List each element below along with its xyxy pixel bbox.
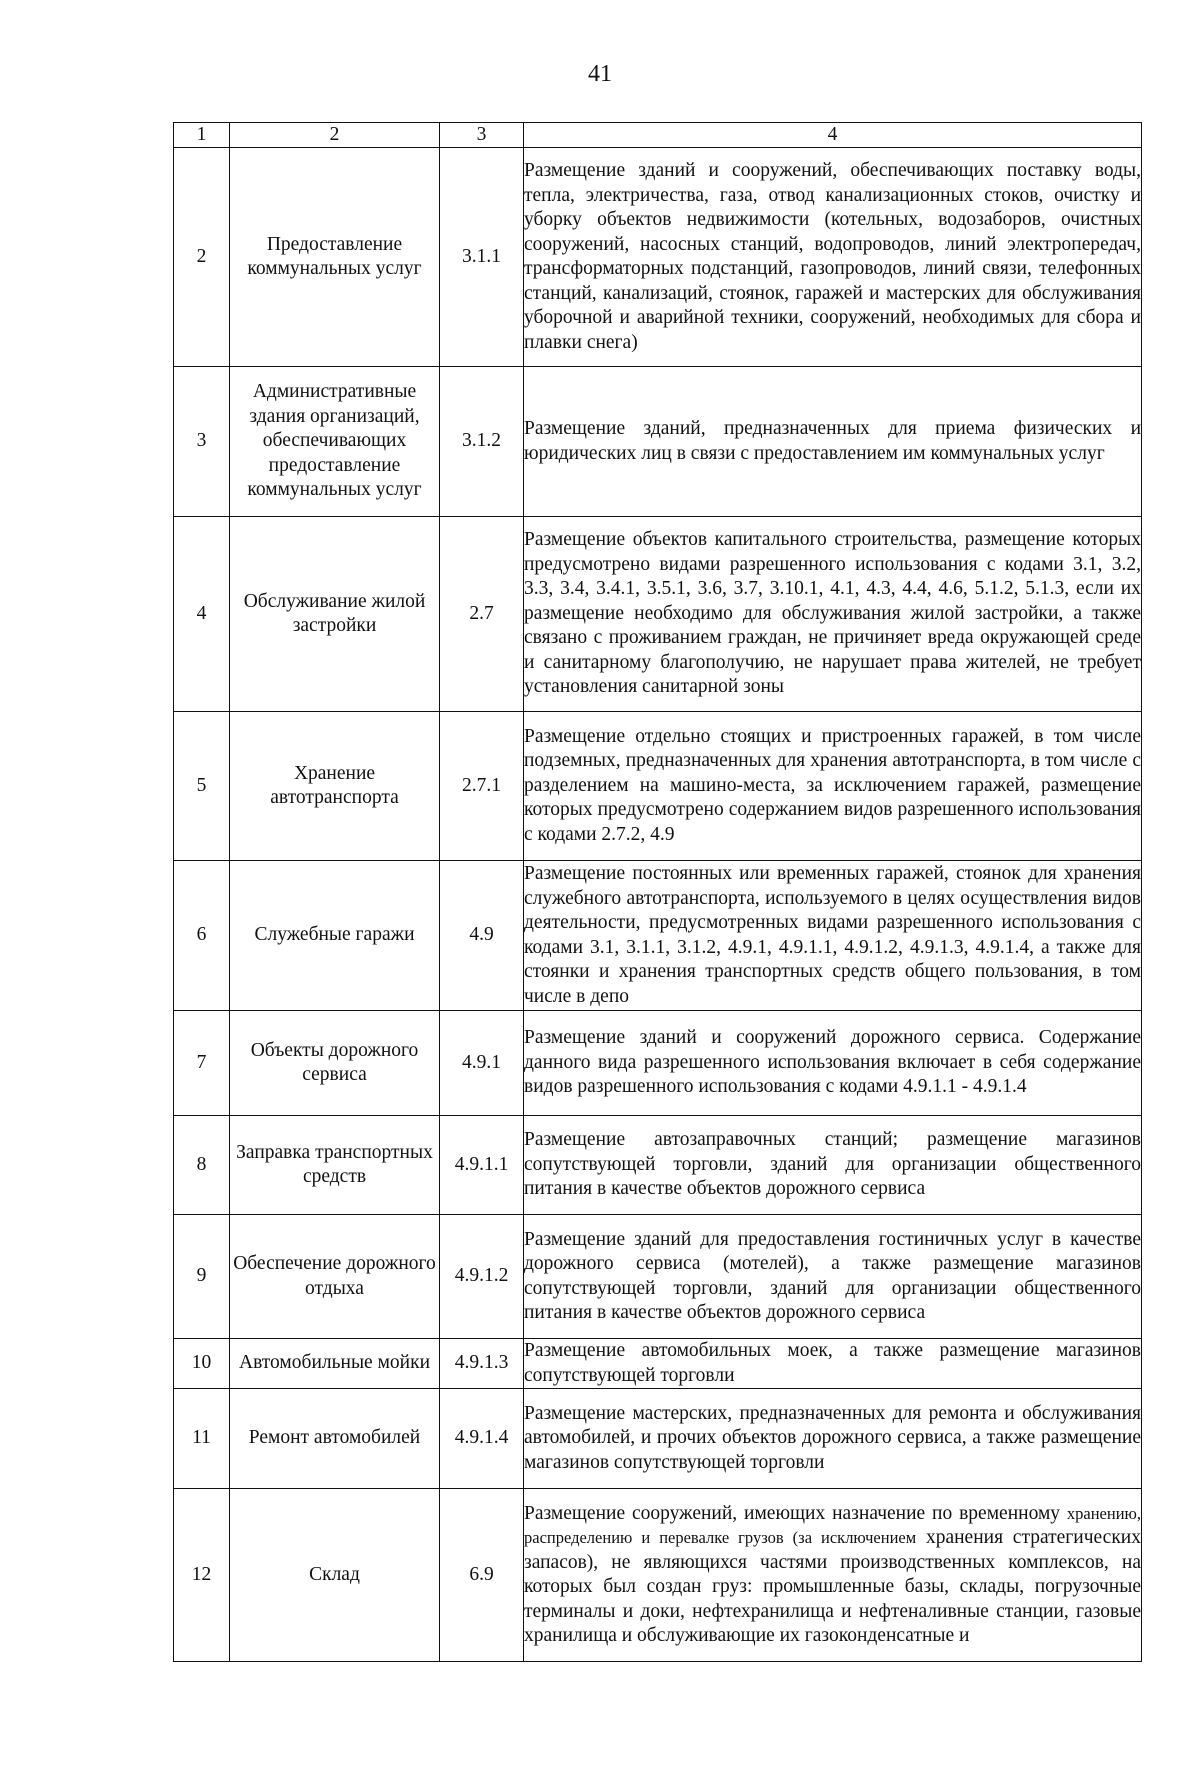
land-use-description: Размещение постоянных или временных гаражей, стоянок для хранения служебного автотранспорта, используемого в целях осуществления видов деятельности, предусмотренных видами разрешенного использования с кодами 3.1, 3.1.1, 3.1.2, 4.9.1, 4.9.1.1, 4.9.1.2, 4.9.1.3, 4.9.1.4, а также для стоянки и хранения транспортных средств общего пользования, в том числе в депо <box>524 861 1142 1011</box>
land-use-description: Размещение зданий и сооружений дорожного сервиса. Содержание данного вида разрешенного использования включает в себя содержание видов разрешенного использования с кодами 4.9.1.1 - 4.9.1.4 <box>524 1011 1142 1116</box>
page-number: 41 <box>588 61 612 87</box>
row-number: 10 <box>174 1339 230 1389</box>
table-row <box>174 367 1142 517</box>
land-use-code: 2.7.1 <box>440 712 524 861</box>
description-line: Размещение сооружений, имеющих назначение по временному <box>524 1502 1061 1524</box>
land-use-code: 4.9.1.4 <box>440 1389 524 1489</box>
land-use-code: 4.9 <box>440 861 524 1011</box>
land-use-code: 4.9.1.3 <box>440 1339 524 1389</box>
land-use-description: Размещение объектов капитального строительства, размещение которых предусмотрено видами разрешенного использования с кодами 3.1, 3.2, 3.3, 3.4, 3.4.1, 3.5.1, 3.6, 3.7, 3.10.1, 4.1, 4.3, 4.4, 4.6, 5.1.2, 5.1.3, если их размещение необходимо для обслуживания жилой застройки, а также связано с проживанием граждан, не причиняет вреда окружающей среде и санитарному благополучию, не нарушает права жителей, не требует установления санитарной зоны <box>524 517 1142 712</box>
table-row <box>174 1489 1142 1662</box>
row-number: 7 <box>174 1011 230 1116</box>
land-use-description: Размещение отдельно стоящих и пристроенных гаражей, в том числе подземных, предназначенных для хранения автотранспорта, в том числе с разделением на машино-места, за исключением гаражей, размещение которых предусмотрено содержанием видов разрешенного использования с кодами 2.7.2, 4.9 <box>524 712 1142 861</box>
land-use-description: Размещение зданий, предназначенных для приема физических и юридических лиц в связи с предоставлением им коммунальных услуг <box>524 367 1142 517</box>
header-col-4: 4 <box>524 123 1142 148</box>
land-use-name: Ремонт автомобилей <box>230 1389 440 1489</box>
header-col-3: 3 <box>440 123 524 148</box>
land-use-name: Обеспечение дорожного отдыха <box>230 1215 440 1339</box>
land-use-description: Размещение автомобильных моек, а также размещение магазинов сопутствующей торговли <box>524 1339 1142 1389</box>
land-use-table <box>173 122 1142 1662</box>
row-number: 8 <box>174 1116 230 1215</box>
table-row <box>174 861 1142 1011</box>
land-use-name: Хранение автотранспорта <box>230 712 440 861</box>
row-number: 12 <box>174 1489 230 1662</box>
land-use-name: Административные здания организаций, обеспечивающих предоставление коммунальных услуг <box>230 367 440 517</box>
land-use-description: Размещение зданий для предоставления гостиничных услуг в качестве дорожного сервиса (мотелей), а также размещение магазинов сопутствующей торговли, зданий для организации общественного питания в качестве объектов дорожного сервиса <box>524 1215 1142 1339</box>
table-row <box>174 1116 1142 1215</box>
row-number: 4 <box>174 517 230 712</box>
table-header-row <box>174 123 1142 148</box>
row-number: 3 <box>174 367 230 517</box>
land-use-code: 4.9.1.1 <box>440 1116 524 1215</box>
table-row <box>174 1011 1142 1116</box>
description-rest: хранения стратегических запасов), не являющихся частями производственных комплексов, на которых был создан груз: промышленные базы, склады, погрузочные терминалы и доки, нефтехранилища и нефтеналивные станции, газовые хранилища и обслуживающие их газоконденсатные и <box>524 1527 1141 1646</box>
land-use-description: Размещение зданий и сооружений, обеспечивающих поставку воды, тепла, электричества, газа, отвод канализационных стоков, очистку и уборку объектов недвижимости (котельных, водозаборов, очистных сооружений, насосных станций, водопроводов, линий электропередач, трансформаторных подстанций, газопроводов, линий связи, телефонных станций, канализаций, стоянок, гаражей и мастерских для обслуживания уборочной и аварийной техники, сооружений, необходимых для сбора и плавки снега) <box>524 148 1142 367</box>
row-number: 11 <box>174 1389 230 1489</box>
land-use-code: 2.7 <box>440 517 524 712</box>
land-use-name: Предоставление коммунальных услуг <box>230 148 440 367</box>
land-use-code: 3.1.1 <box>440 148 524 367</box>
header-col-1: 1 <box>174 123 230 148</box>
table-row <box>174 1215 1142 1339</box>
row-number: 9 <box>174 1215 230 1339</box>
row-number: 5 <box>174 712 230 861</box>
land-use-code: 3.1.2 <box>440 367 524 517</box>
header-col-2: 2 <box>230 123 440 148</box>
land-use-code: 6.9 <box>440 1489 524 1662</box>
row-number: 2 <box>174 148 230 367</box>
land-use-name: Объекты дорожного сервиса <box>230 1011 440 1116</box>
land-use-description: Размещение мастерских, предназначенных для ремонта и обслуживания автомобилей, и прочих объектов дорожного сервиса, а также размещение магазинов сопутствующей торговли <box>524 1389 1142 1489</box>
row-number: 6 <box>174 861 230 1011</box>
table-row <box>174 1339 1142 1389</box>
land-use-name: Автомобильные мойки <box>230 1339 440 1389</box>
land-use-description: Размещение автозаправочных станций; размещение магазинов сопутствующей торговли, зданий для организации общественного питания в качестве объектов дорожного сервиса <box>524 1116 1142 1215</box>
table-row <box>174 148 1142 367</box>
table-row <box>174 1389 1142 1489</box>
land-use-name: Обслуживание жилой застройки <box>230 517 440 712</box>
land-use-description <box>524 1489 1142 1662</box>
land-use-name: Заправка транспортных средств <box>230 1116 440 1215</box>
land-use-code: 4.9.1 <box>440 1011 524 1116</box>
description-line-small: хранению, распределению и перевалке грузов (за исключением <box>524 1503 1141 1547</box>
land-use-name: Служебные гаражи <box>230 861 440 1011</box>
land-use-code: 4.9.1.2 <box>440 1215 524 1339</box>
table-row <box>174 517 1142 712</box>
table-row <box>174 712 1142 861</box>
land-use-name: Склад <box>230 1489 440 1662</box>
